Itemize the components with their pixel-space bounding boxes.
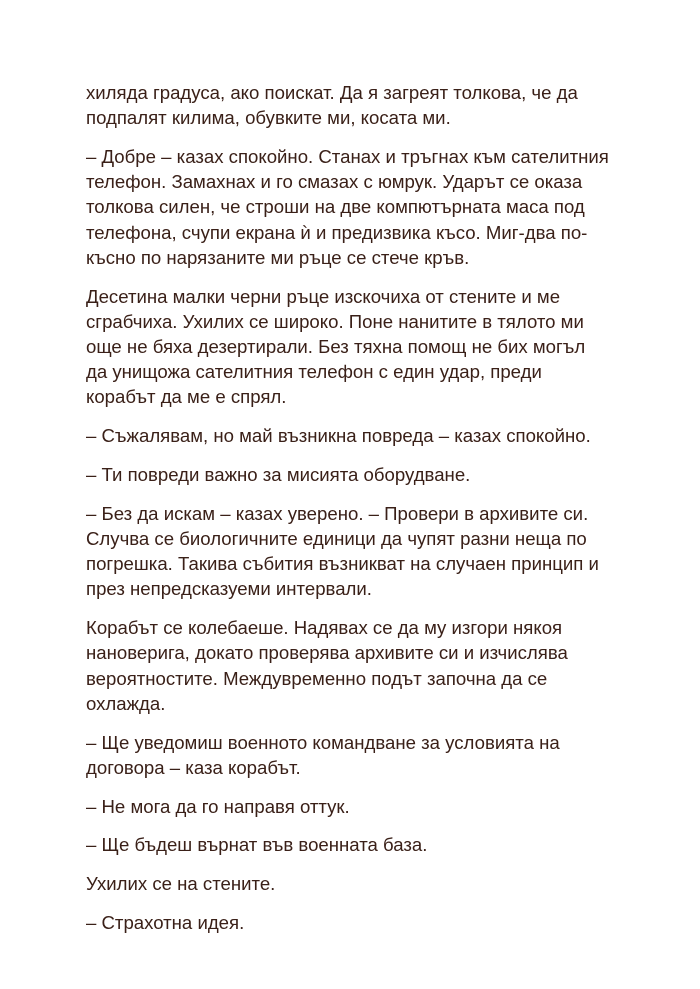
page-text	[86, 80, 646, 949]
paragraph	[86, 871, 646, 896]
text-line: хиляда градуса, ако поискат. Да я загреят толкова, че да	[86, 82, 578, 103]
text-line: – Ти повреди важно за мисията оборудване.	[86, 464, 471, 486]
paragraph	[86, 615, 646, 716]
text-line: късно по нарязаните ми ръце се стече кръв.	[86, 246, 470, 268]
paragraph	[86, 730, 646, 780]
text-line: сграбчиха. Ухилих се широко. Поне нанитите в тялото ми	[86, 310, 584, 332]
text-line: Ухилих се на стените.	[86, 873, 276, 895]
text-line: още не бяха дезертирали. Без тяхна помощ не бих могъл	[86, 336, 586, 358]
text-line: вероятностите. Междувременно подът започна да се	[86, 667, 548, 689]
text-line: договора – каза корабът.	[86, 756, 301, 778]
text-line: през непредсказуеми интервали.	[86, 578, 372, 600]
text-line: да унищожа сателитния телефон с един удар, преди	[86, 361, 542, 383]
text-line: – Добре – казах спокойно. Станах и тръгнах към сателитния	[86, 146, 609, 167]
text-line: Корабът се колебаеше. Надявах се да му изгори някоя	[86, 617, 563, 639]
paragraph	[86, 794, 646, 819]
text-line: нановерига, докато проверява архивите си и изчислява	[86, 642, 568, 664]
paragraph	[86, 284, 646, 410]
text-line: погрешка. Такива събития възникват на случаен принцип и	[86, 553, 599, 575]
text-line: – Ще уведомиш военното командване за условията на	[86, 731, 560, 753]
text-line: подпалят килима, обувките ми, косата ми.	[86, 107, 451, 129]
text-line: Десетина малки черни ръце изскочиха от стените и ме	[86, 285, 561, 307]
text-line: Случва се биологичните единици да чупят разни неща по	[86, 528, 587, 550]
text-line: – Без да искам – казах уверено. – Провери в архивите си.	[86, 502, 589, 524]
text-line: – Съжалявам, но май възникна повреда – казах спокойно.	[86, 425, 591, 447]
paragraph	[86, 501, 646, 602]
text-line: – Не мога да го направя оттук.	[86, 795, 350, 817]
paragraph	[86, 462, 646, 487]
text-line: охлажда.	[86, 692, 166, 714]
paragraph	[86, 423, 646, 448]
text-line: – Ще бъдеш върнат във военната база.	[86, 834, 428, 856]
paragraph	[86, 144, 646, 270]
paragraph	[86, 80, 646, 130]
text-line: – Страхотна идея.	[86, 912, 245, 934]
text-line: телефон. Замахнах и го смазах с юмрук. Ударът се оказа	[86, 171, 583, 193]
text-line: толкова силен, че строши на две компютърната маса под	[86, 196, 585, 218]
paragraph	[86, 832, 646, 857]
text-line: корабът да ме е спрял.	[86, 386, 287, 408]
text-line: телефона, счупи екрана ѝ и предизвика късо. Миг-два по-	[86, 221, 588, 243]
paragraph	[86, 910, 646, 935]
